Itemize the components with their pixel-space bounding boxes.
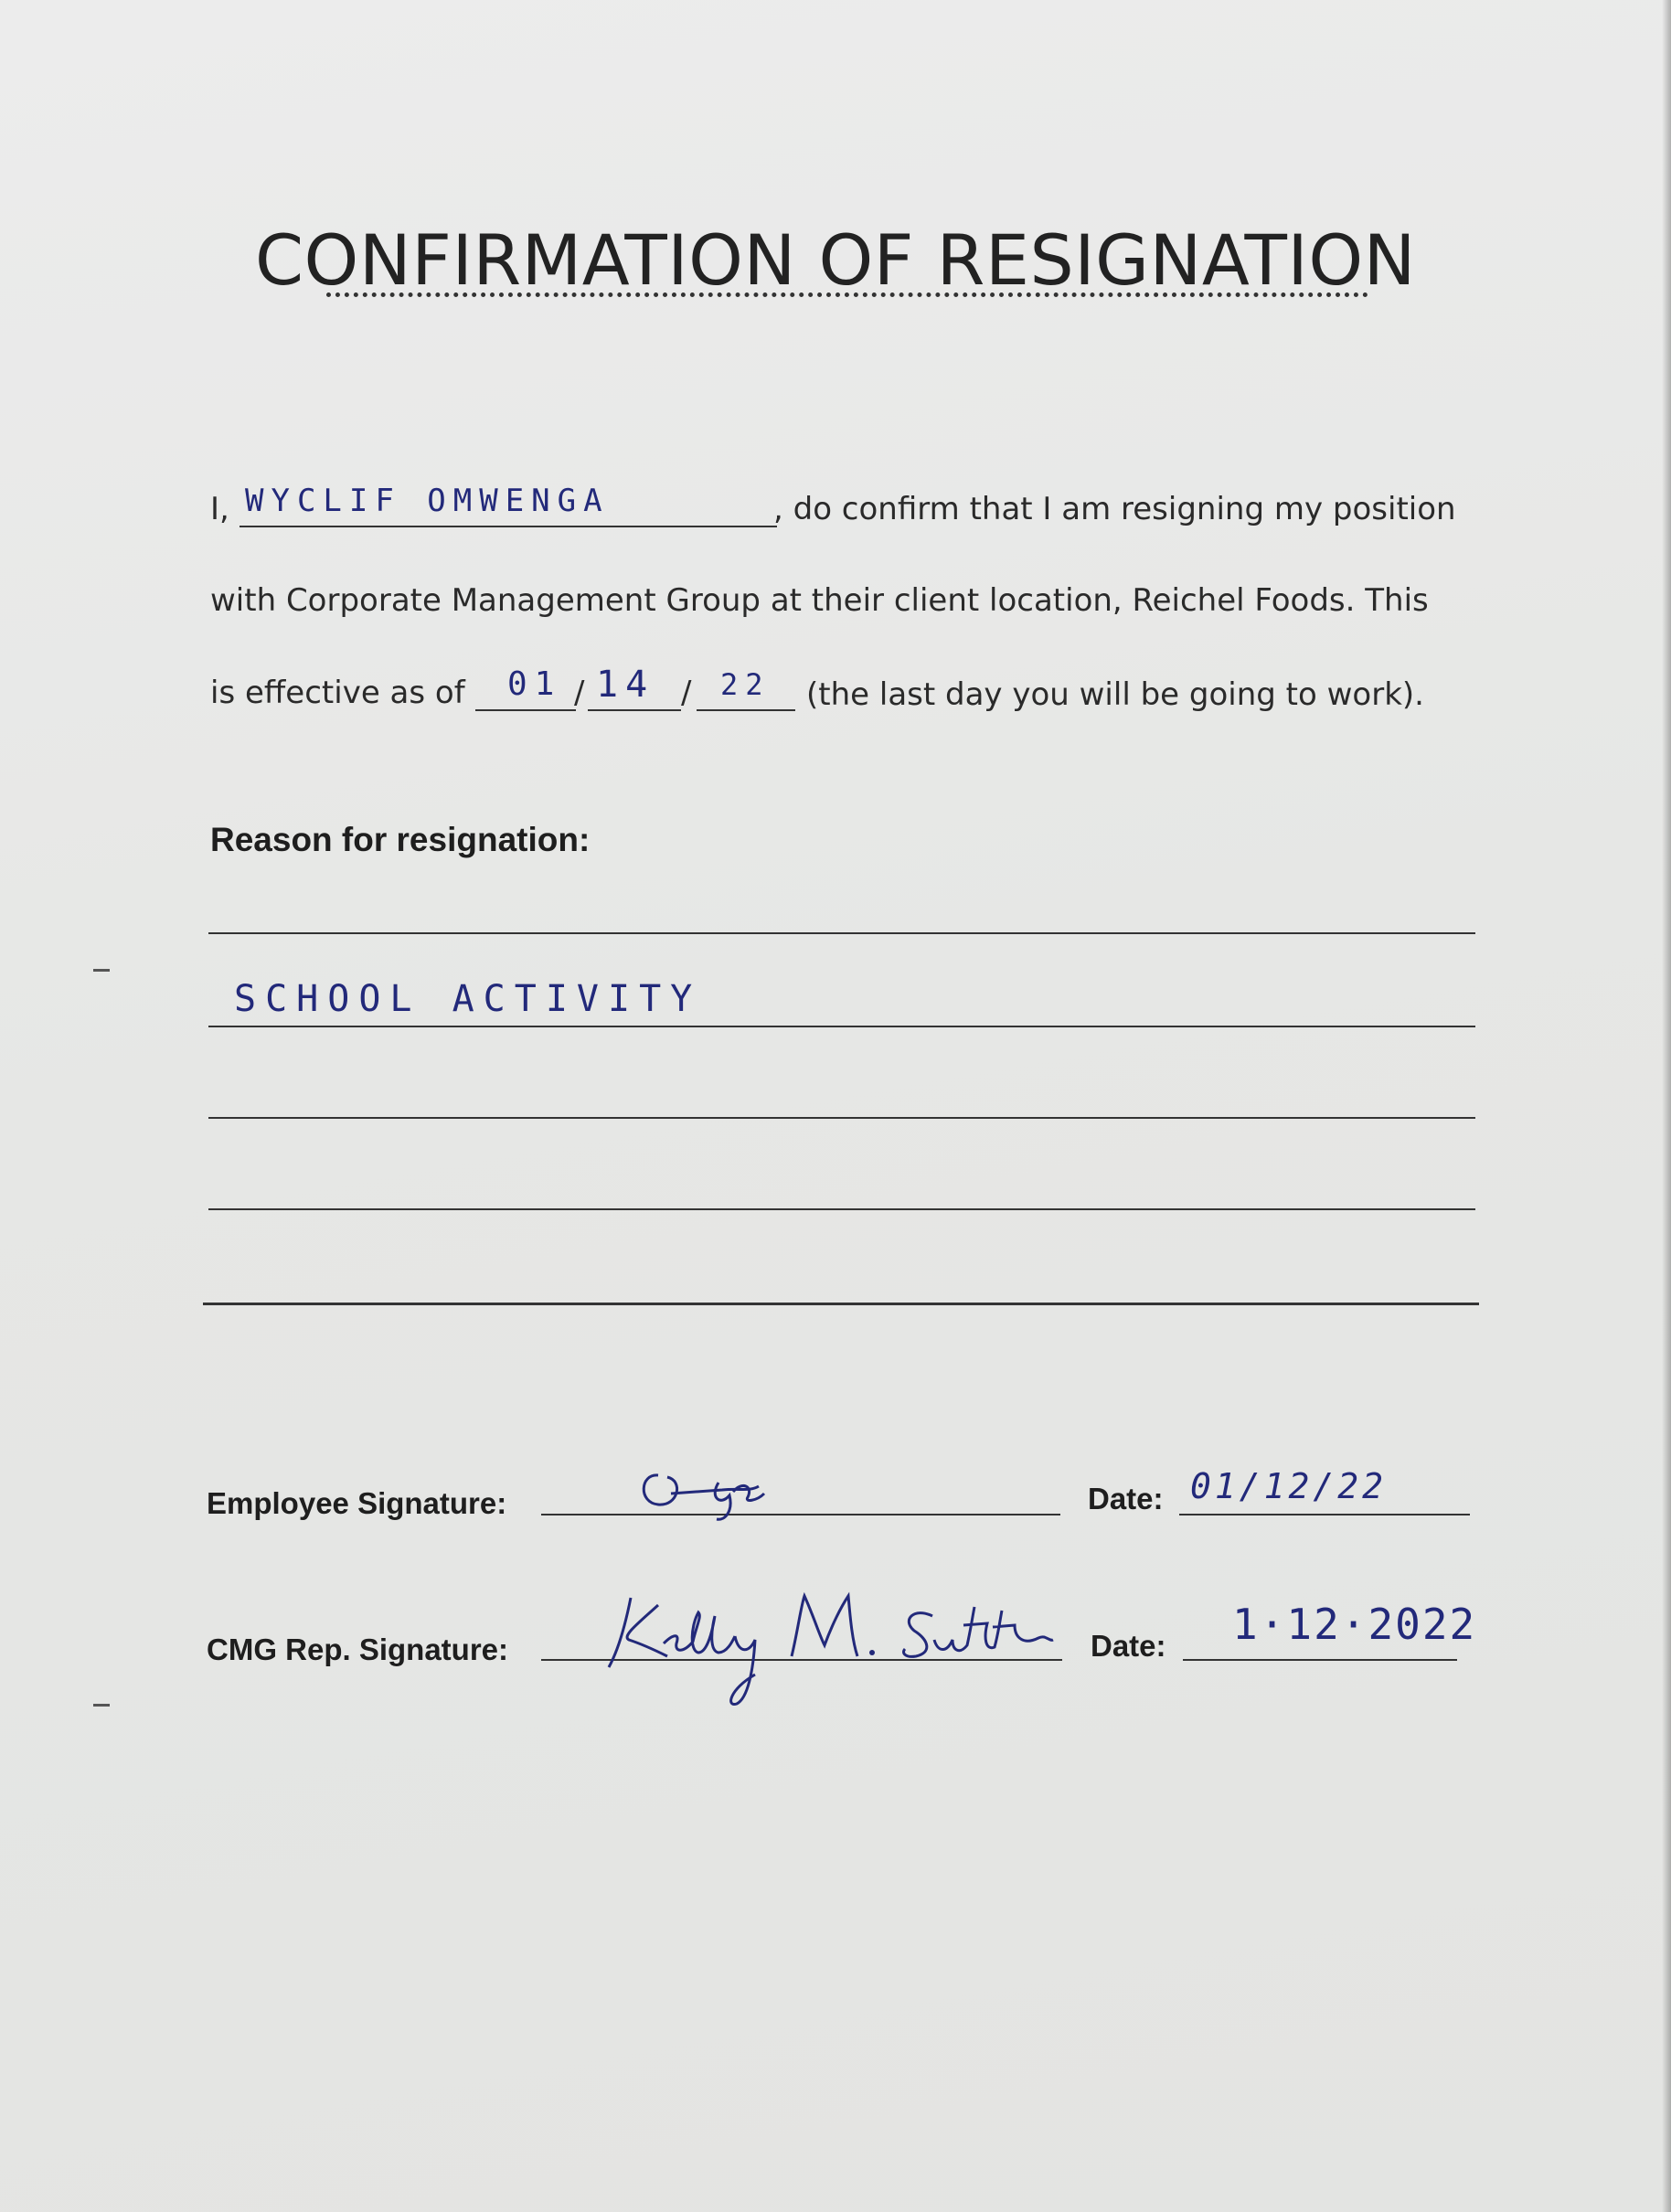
reason-line-4 (208, 1208, 1475, 1210)
reason-line-5 (203, 1303, 1479, 1305)
body-prefix: I, (210, 491, 229, 527)
cmg-signature-label: CMG Rep. Signature: (207, 1632, 509, 1666)
body-line2: with Corporate Management Group at their client location, Reichel Foods. This (210, 582, 1429, 619)
scan-mark (93, 969, 110, 972)
page-edge-shadow (1662, 0, 1671, 2212)
document-title: CONFIRMATION OF RESIGNATION (254, 219, 1417, 301)
date-slash-1: / (574, 675, 585, 711)
cmg-date-line (1183, 1659, 1457, 1661)
body-line3-prefix: is effective as of (210, 675, 465, 711)
reason-line-1 (208, 932, 1475, 934)
reason-line-2 (208, 1026, 1475, 1027)
name-line (239, 526, 777, 527)
employee-signature-label: Employee Signature: (207, 1486, 507, 1520)
effective-date-year: 22 (720, 667, 771, 702)
date-month-line (475, 709, 576, 711)
body-line3-suffix: (the last day you will be going to work). (806, 676, 1424, 713)
reason-handwritten: SCHOOL ACTIVITY (234, 978, 702, 1020)
cmg-handwritten-signature (585, 1579, 1060, 1717)
date-day-line (588, 709, 681, 711)
date-slash-2: / (681, 675, 692, 711)
reason-label: Reason for resignation: (210, 821, 591, 858)
employee-signature-date: 01/12/22 (1190, 1466, 1388, 1506)
employee-date-line (1179, 1514, 1470, 1515)
cmg-date-label: Date: (1091, 1629, 1166, 1663)
employee-signature-scribble (631, 1455, 795, 1528)
employee-name-handwritten: WYCLIF OMWENGA (245, 483, 610, 519)
cmg-signature-date: 1·12·2022 (1232, 1600, 1477, 1649)
title-dotted-underline (326, 292, 1368, 297)
employee-signature-line (541, 1514, 1060, 1515)
date-year-line (697, 709, 795, 711)
scan-mark (93, 1704, 110, 1707)
employee-date-label: Date: (1088, 1482, 1164, 1515)
effective-date-month: 01 (507, 665, 562, 703)
effective-date-day: 14 (596, 664, 655, 706)
reason-line-3 (208, 1117, 1475, 1119)
body-line1-suffix: , do confirm that I am resigning my position (773, 491, 1456, 527)
